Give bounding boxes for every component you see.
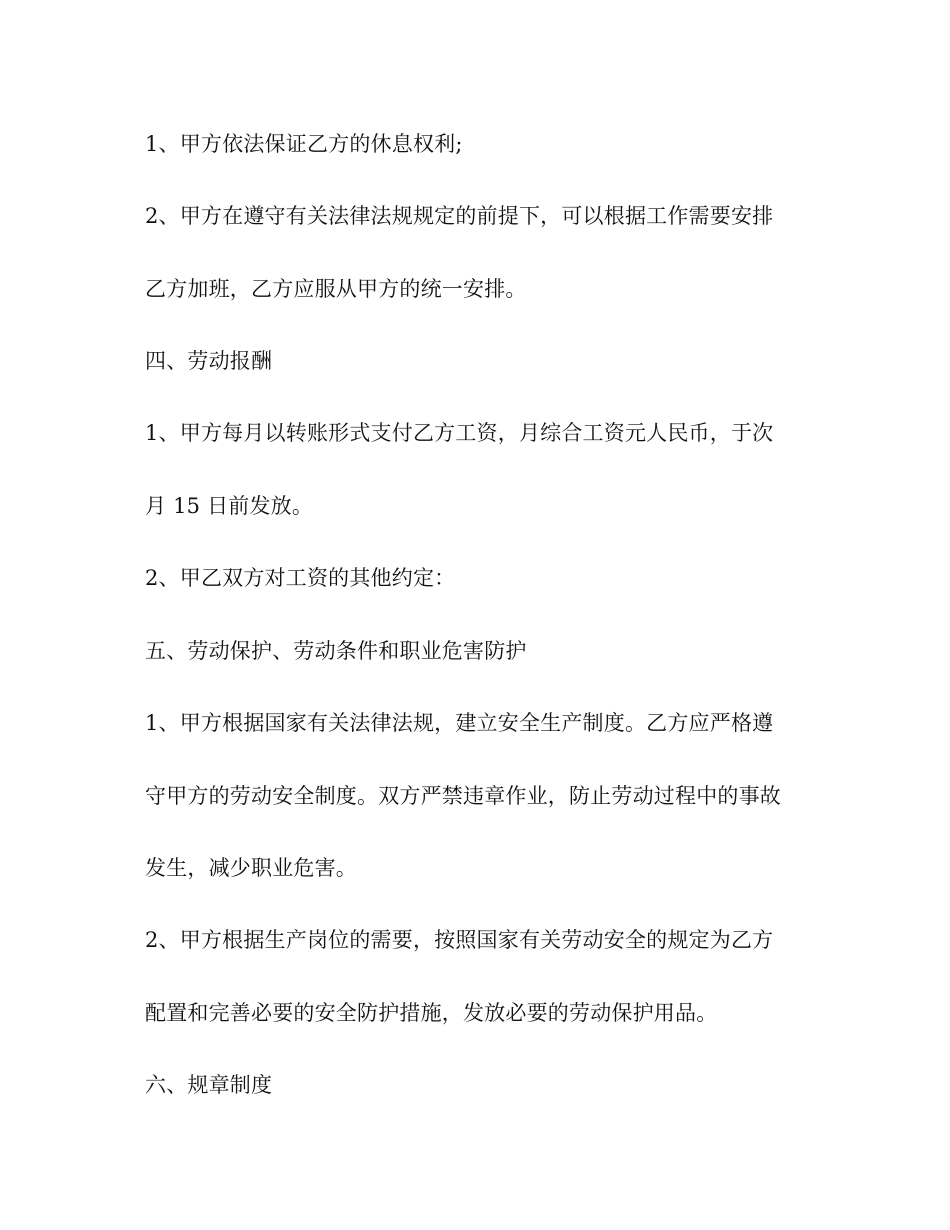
section-heading: 六、规章制度 [145,1073,273,1097]
text-line: 1、甲方依法保证乙方的休息权利; [145,132,463,156]
text-line: 2、甲乙双方对工资的其他约定： [145,566,456,590]
section-heading: 四、劳动报酬 [145,349,273,373]
text-line: 配置和完善必要的安全防护措施，发放必要的劳动保护用品。 [145,1001,718,1025]
text-line: 月 15 日前发放。 [145,494,314,518]
text-line: 1、甲方根据国家有关法律法规，建立安全生产制度。乙方应严格遵 [145,711,774,735]
text-line: 发生，减少职业危害。 [145,856,357,880]
text-line: 2、甲方根据生产岗位的需要，按照国家有关劳动安全的规定为乙方 [145,928,774,952]
text-line: 1、甲方每月以转账形式支付乙方工资，月综合工资元人民币，于次 [145,421,774,445]
text-line: 乙方加班，乙方应服从甲方的统一安排。 [145,277,527,301]
text-line: 2、甲方在遵守有关法律法规规定的前提下，可以根据工作需要安排 [145,204,774,228]
text-line: 守甲方的劳动安全制度。双方严禁违章作业，防止劳动过程中的事故 [145,784,781,808]
section-heading: 五、劳动保护、劳动条件和职业危害防护 [145,639,527,663]
